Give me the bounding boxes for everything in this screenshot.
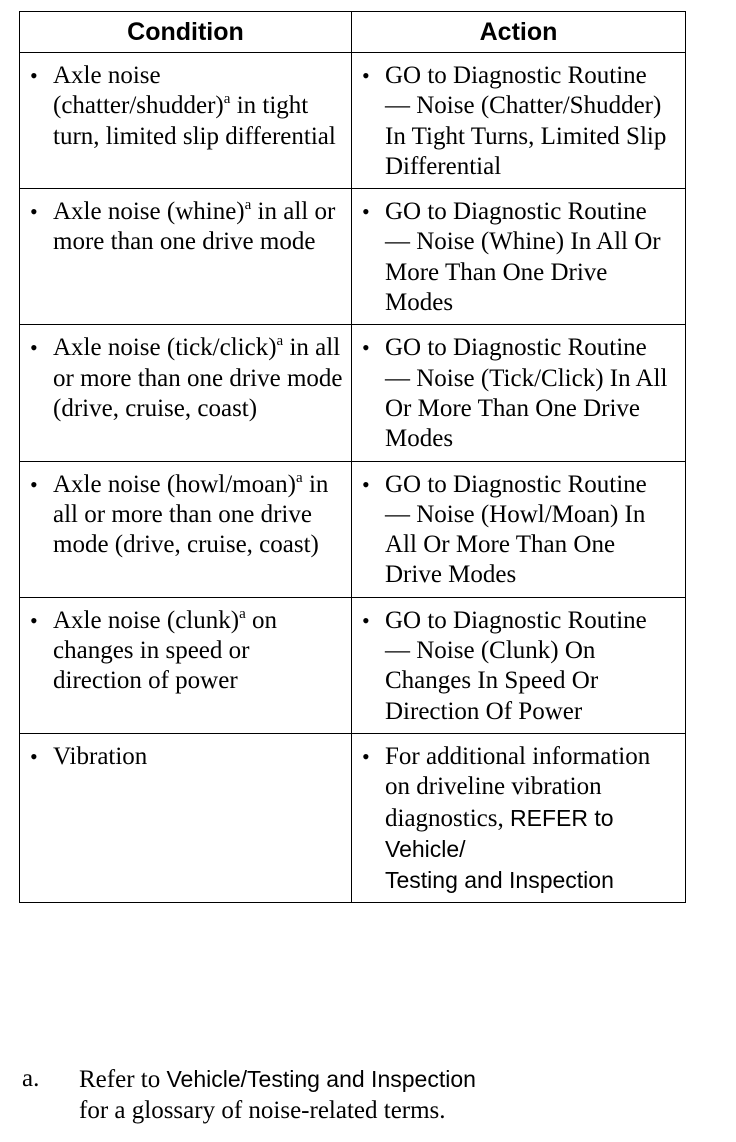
footnote-text [79,1064,722,1126]
condition-text: Axle noise (howl/moan) [53,470,297,498]
footnote-marker: a. [22,1065,40,1092]
condition-text-continued: in all or more than one drive mode (drive, cruise, coast) [53,334,343,422]
bullet-icon: • [30,743,38,769]
bullet-icon: • [362,335,370,361]
footnote-ref: a [296,469,303,486]
condition-text-continued: in all or more than one drive mode (drive, cruise, coast) [53,470,329,559]
bullet-icon: • [30,199,38,225]
action-item [360,333,677,454]
condition-cell [20,597,352,733]
footnote-reference-link[interactable]: Vehicle/Testing and Inspection [166,1066,476,1092]
condition-item [28,333,343,424]
table-row [20,189,686,325]
bullet-icon: • [30,471,38,497]
table-row [20,461,686,597]
condition-cell [20,733,352,902]
bullet-icon: • [30,63,38,88]
condition-text-continued: in all or more than one drive mode [53,198,336,256]
footnote-ref: a [239,605,246,622]
bullet-icon: • [362,471,370,497]
reference-link[interactable]: Testing and Inspection [385,867,614,894]
action-text: GO to Diagnostic Routine — Noise (Tick/Click) In All Or More Than One Drive Modes [385,334,668,453]
action-text: GO to Diagnostic Routine — Noise (Chatter/Shudder) In Tight Turns, Limited Slip Differential [385,62,667,180]
bullet-icon: • [362,743,370,769]
action-cell [352,189,686,325]
action-item [360,742,677,896]
condition-text: Vibration [53,742,148,770]
table-row [20,53,686,189]
bullet-icon: • [362,607,370,633]
footnote-ref: a [276,333,284,350]
condition-item [28,61,343,152]
condition-cell [20,325,352,461]
bullet-icon: • [362,63,370,88]
action-header: Action [352,12,686,53]
action-item [360,61,677,182]
action-item [360,470,677,591]
action-text: GO to Diagnostic Routine — Noise (Whine) In All Or More Than One Drive Modes [385,198,661,317]
action-text: GO to Diagnostic Routine — Noise (Howl/Moan) In All Or More Than One Drive Modes [385,470,647,589]
table-row [20,597,686,733]
condition-header: Condition [20,12,352,53]
action-cell [352,53,686,189]
action-text: GO to Diagnostic Routine — Noise (Clunk) On Changes In Speed Or Direction Of Power [385,606,647,725]
condition-cell [20,461,352,597]
action-text: For additional information on driveline vibration diagnostics, [385,742,651,832]
condition-item [28,197,343,258]
table-header-row [20,12,686,53]
diagnostic-table [19,11,686,903]
footnote-ref: a [244,197,252,214]
bullet-icon: • [362,199,370,225]
condition-item [28,470,343,561]
condition-text-continued: in tight turn, limited slip differential [53,92,336,150]
condition-cell [20,53,352,189]
footnote-text-pre: Refer to [79,1066,167,1093]
action-cell [352,325,686,461]
action-item [360,606,677,727]
condition-text: Axle noise (whine) [53,198,245,226]
condition-text: Axle noise (tick/click) [53,334,277,362]
action-cell [352,597,686,733]
condition-text-continued: on changes in speed or direction of power [53,606,277,695]
footnote-text-post: for a glossary of noise-related terms. [79,1096,446,1124]
footnote [22,1064,722,1126]
condition-cell [20,189,352,325]
reference-text: REFER to Vehicle/ [385,804,614,862]
table-row [20,325,686,461]
action-item [360,197,677,318]
condition-text: Axle noise (clunk) [53,606,240,634]
condition-item [28,606,343,697]
table-row [20,733,686,902]
condition-text: Axle noise (chatter/shudder) [53,62,224,120]
action-cell [352,461,686,597]
bullet-icon: • [30,335,38,361]
footnote-ref: a [223,91,231,108]
condition-item [28,742,343,772]
action-cell [352,733,686,902]
bullet-icon: • [30,607,38,633]
